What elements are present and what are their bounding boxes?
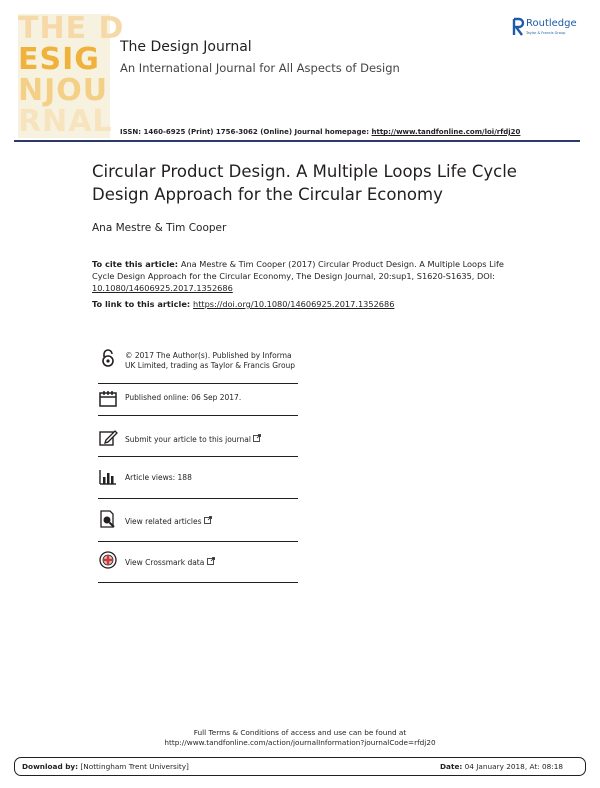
downloaded-by-label: Download by: (22, 762, 79, 771)
terms-url-link[interactable]: http://www.tandfonline.com/action/journalInformation?journalCode=rfdj20 (164, 738, 436, 747)
header-divider (14, 140, 580, 142)
external-link-icon (253, 434, 261, 442)
bar-chart-icon (98, 467, 118, 487)
divider (98, 541, 298, 542)
article-views-text: Article views: 188 (125, 473, 192, 482)
journal-subtitle: An International Journal for All Aspects of Design (120, 61, 400, 75)
cover-line-4: RNAL (18, 104, 113, 139)
article-authors: Ana Mestre & Tim Cooper (92, 222, 227, 234)
terms-line-1: Full Terms & Conditions of access and use can be found at (193, 728, 407, 737)
download-date-label: Date: (440, 762, 463, 771)
cover-line-3: NJOU (18, 73, 109, 108)
publisher-name: Routledge (526, 18, 577, 29)
crossmark-data-link[interactable] (125, 557, 300, 568)
license-text: © 2017 The Author(s). Published by Informa UK Limited, trading as Taylor & Francis Group (125, 351, 296, 370)
calendar-icon (98, 389, 118, 409)
divider (98, 498, 298, 499)
issn-text: ISSN: 1460-6925 (Print) 1756-3062 (Online) Journal homepage: (120, 128, 372, 136)
journal-homepage-link[interactable]: http://www.tandfonline.com/loi/rfdj20 (371, 128, 521, 136)
terms-notice (0, 728, 600, 748)
cover-line-1: THE D (18, 11, 125, 46)
cover-line-2: ESIG (18, 42, 100, 77)
submit-article-link[interactable] (125, 434, 300, 445)
submit-article-label: Submit your article to this journal (125, 435, 251, 444)
divider (98, 383, 298, 384)
citation-block (92, 258, 522, 294)
cite-text: Ana Mestre & Tim Cooper (2017) Circular Product Design. A Multiple Loops Life Cycle Design Approach for the Circular Economy, The Design Journal, 20:sup1, S1620-S1635, DOI: (92, 259, 504, 281)
external-link-icon (204, 516, 212, 524)
open-access-icon (98, 348, 118, 368)
related-articles-link[interactable] (125, 516, 300, 527)
edit-pencil-icon (98, 428, 118, 448)
divider (98, 415, 298, 416)
publisher-logo (512, 17, 592, 41)
downloaded-by-value: [Nottingham Trent University] (78, 762, 189, 771)
crossmark-icon (98, 550, 118, 570)
publisher-tagline: Taylor & Francis Group (526, 31, 566, 35)
article-title: Circular Product Design. A Multiple Loops Life Cycle Design Approach for the Circular Economy (92, 162, 517, 204)
divider (98, 456, 298, 457)
search-document-icon (98, 509, 118, 529)
cite-label: To cite this article: (92, 259, 181, 269)
cite-doi-link[interactable]: 10.1080/14606925.2017.1352686 (92, 283, 233, 293)
crossmark-data-label: View Crossmark data (125, 558, 205, 567)
article-link-line (92, 299, 394, 309)
download-date-value: 04 January 2018, At: 08:18 (462, 762, 563, 771)
download-date (440, 762, 563, 771)
issn-line (120, 128, 520, 136)
journal-title: The Design Journal (120, 39, 252, 55)
journal-cover-image (18, 11, 125, 139)
link-label: To link to this article: (92, 299, 193, 309)
article-doi-link[interactable]: https://doi.org/10.1080/14606925.2017.1352686 (193, 299, 395, 309)
external-link-icon (207, 557, 215, 565)
downloaded-by (22, 762, 189, 771)
related-articles-label: View related articles (125, 517, 202, 526)
published-date-text: Published online: 06 Sep 2017. (125, 393, 242, 402)
routledge-r-icon (512, 17, 525, 37)
divider (98, 582, 298, 583)
